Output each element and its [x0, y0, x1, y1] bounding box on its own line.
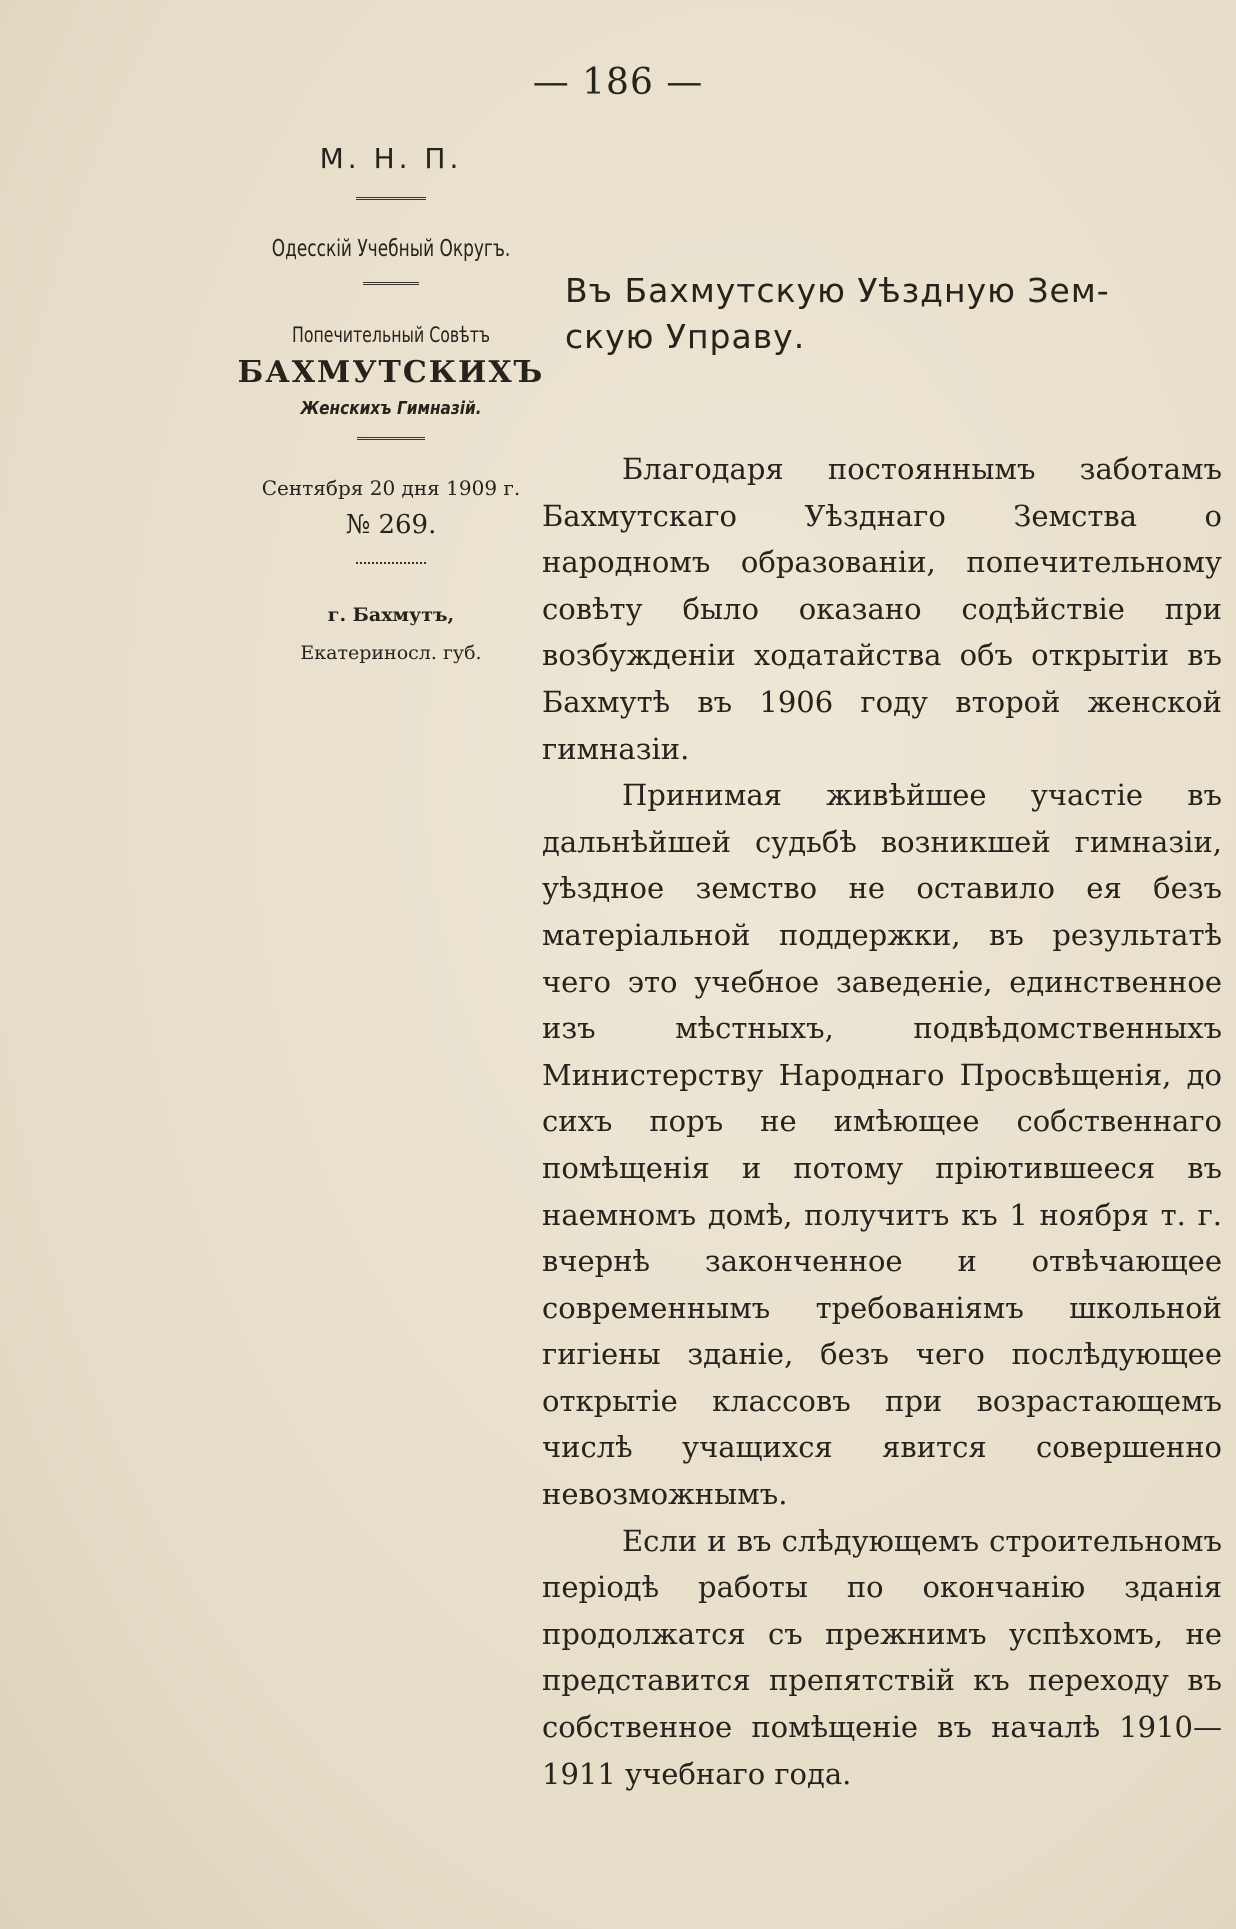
institution-name: БАХМУТСКИХЪ [237, 355, 545, 390]
gymnasia-label: Женскихъ Гимназій. [300, 398, 482, 419]
page-number: — 186 — [532, 62, 704, 103]
letterhead [236, 140, 546, 664]
addressee-line-2: скую Управу. [565, 317, 806, 356]
paragraph: Благодаря постояннымъ заботамъ Бахмутскаго Уѣзднаго Земства о народномъ образованіи, попечительному совѣту было оказано содѣйствіе при возбужденіи ходатайства объ открытіи въ Бахмутѣ въ 1906 году второй женской гимназіи. [542, 452, 1222, 766]
paragraph: Принимая живѣйшее участіе въ дальнѣйшей судьбѣ возникшей гимназіи, уѣздное земство не оставило ея безъ матеріальной поддержки, въ результатѣ чего это учебное заведеніе, единственное изъ мѣстныхъ, подвѣдомственныхъ Министерству Народнаго Просвѣщенія, до сихъ поръ не имѣющее собственнаго помѣщенія и потому пріютившееся въ наемномъ домѣ, получитъ къ 1 ноября т. г. вчернѣ законченное и отвѣчающее современнымъ требованіямъ школьной гигіены зданіе, безъ чего послѣдующее открытіе классовъ при возрастающемъ числѣ учащихся явится совершенно невозможнымъ. [542, 778, 1222, 1512]
divider [363, 282, 419, 285]
letter-number: № 269. [345, 510, 437, 540]
gubernia-label: Екатериносл. губ. [300, 642, 482, 664]
city-label: г. Бахмутъ, [327, 604, 455, 626]
divider [356, 197, 426, 200]
district-label: Одесскій Учебный Округъ. [271, 236, 511, 262]
divider [357, 437, 425, 440]
addressee-line-1: Въ Бахмутскую Уѣздную Зем- [565, 271, 1110, 310]
council-label: Попечительный Совѣтъ [292, 323, 490, 347]
letter-body [542, 446, 1222, 1797]
ministry-label: М. Н. П. [319, 142, 463, 175]
paragraph: Если и въ слѣдующемъ строительномъ періодѣ работы по окончанію зданія продолжатся съ прежнимъ успѣхомъ, не представится препятствій къ переходу въ собственное помѣщеніе въ началѣ 1910—1911 учебнаго года. [542, 1523, 1222, 1791]
letter-date: Сентября 20 дня 1909 г. [261, 476, 521, 500]
addressee [565, 268, 1215, 360]
wavy-divider [356, 562, 426, 564]
